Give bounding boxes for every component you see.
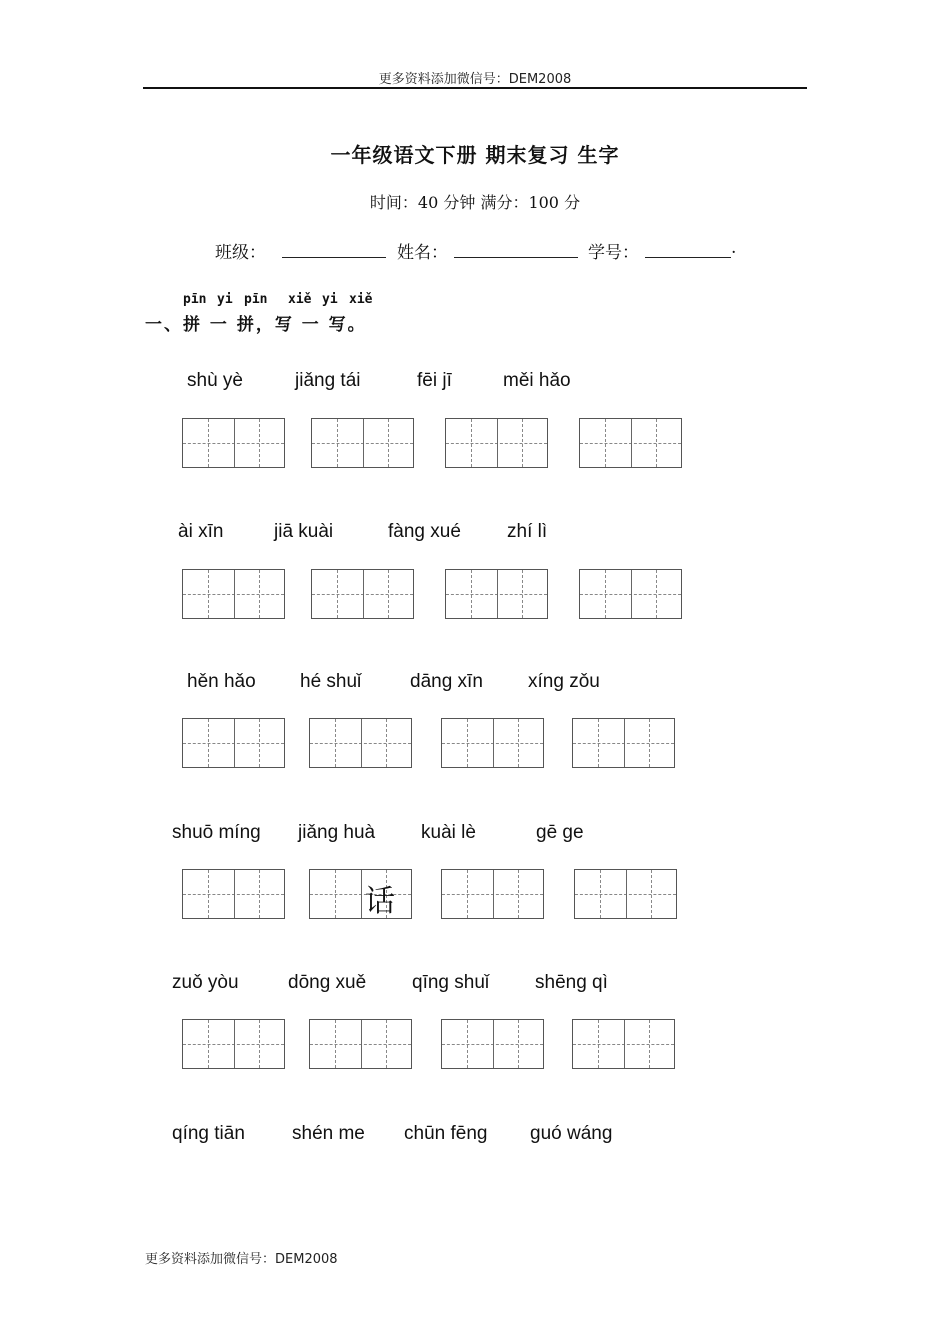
writing-grid-box[interactable] <box>572 718 675 768</box>
grid-line <box>259 870 260 918</box>
pinyin-word: dōng xuě <box>288 972 367 993</box>
grid-line <box>598 1020 599 1068</box>
grid-line <box>631 570 632 618</box>
grid-line <box>651 870 652 918</box>
pinyin-word: zhí lì <box>507 521 548 542</box>
grid-line <box>335 1020 336 1068</box>
section-pinyin: pīn <box>183 292 207 307</box>
writing-grid-box[interactable] <box>579 418 682 468</box>
exam-meta: 时间：40 分钟 满分：100 分 <box>369 193 581 212</box>
grid-line <box>598 719 599 767</box>
page-footer-text: 更多资料添加微信号：DEM2008 <box>145 1252 338 1267</box>
grid-line <box>361 719 362 767</box>
grid-line <box>234 1020 235 1068</box>
grid-line <box>208 1020 209 1068</box>
grid-line <box>467 1020 468 1068</box>
grid-line <box>234 419 235 467</box>
grid-line <box>361 870 362 918</box>
writing-grid-box[interactable] <box>182 718 285 768</box>
grid-line <box>259 570 260 618</box>
writing-grid-box[interactable] <box>182 569 285 619</box>
pinyin-word: kuài lè <box>421 822 476 843</box>
grid-line <box>337 570 338 618</box>
pinyin-word: shén me <box>292 1123 365 1144</box>
grid-line <box>649 719 650 767</box>
writing-grid-box[interactable] <box>572 1019 675 1069</box>
grid-line <box>388 419 389 467</box>
grid-line <box>471 570 472 618</box>
writing-grid-box[interactable] <box>441 869 544 919</box>
writing-grid-box[interactable] <box>311 418 414 468</box>
grid-line <box>497 419 498 467</box>
grid-line <box>234 570 235 618</box>
section-pinyin: xiě <box>349 292 373 307</box>
section-pinyin: yi <box>217 292 233 307</box>
grid-line <box>649 1020 650 1068</box>
pinyin-word: shuō míng <box>172 822 261 843</box>
grid-line <box>363 570 364 618</box>
section-title: 一、拼 一 拼，写 一 写。 <box>145 315 367 335</box>
grid-line <box>471 419 472 467</box>
grid-line <box>518 1020 519 1068</box>
class-label: 班级： <box>215 243 266 263</box>
grid-line <box>626 870 627 918</box>
writing-grid-box[interactable] <box>309 869 412 919</box>
name-label: 姓名： <box>397 243 448 263</box>
writing-grid-box[interactable] <box>182 418 285 468</box>
grid-line <box>522 570 523 618</box>
pinyin-word: qīng shuǐ <box>412 972 490 993</box>
page-title: 一年级语文下册 期末复习 生字 <box>330 143 620 167</box>
header-divider <box>143 87 807 89</box>
pinyin-word: fēi jī <box>417 370 452 391</box>
grid-line <box>624 1020 625 1068</box>
grid-line <box>493 870 494 918</box>
writing-grid-box[interactable] <box>445 569 548 619</box>
grid-line <box>259 419 260 467</box>
section-pinyin: pīn <box>244 292 268 307</box>
written-character: 话 <box>365 884 395 919</box>
pinyin-word: zuǒ yòu <box>172 972 239 993</box>
pinyin-word: dāng xīn <box>410 671 483 692</box>
grid-line <box>335 719 336 767</box>
class-blank[interactable] <box>282 257 386 258</box>
grid-line <box>518 719 519 767</box>
writing-grid-box[interactable] <box>574 869 677 919</box>
pinyin-word: gē ge <box>536 822 584 843</box>
writing-grid-box[interactable] <box>182 1019 285 1069</box>
grid-line <box>259 1020 260 1068</box>
pinyin-word: qíng tiān <box>172 1123 245 1144</box>
grid-line <box>386 1020 387 1068</box>
grid-line <box>467 719 468 767</box>
number-label: 学号： <box>588 243 639 263</box>
section-pinyin: yi <box>322 292 338 307</box>
grid-line <box>388 570 389 618</box>
grid-line <box>335 870 336 918</box>
grid-line <box>518 870 519 918</box>
pinyin-word: ài xīn <box>178 521 224 542</box>
pinyin-word: shù yè <box>187 370 243 391</box>
pinyin-word: chūn fēng <box>404 1123 488 1144</box>
grid-line <box>363 419 364 467</box>
writing-grid-box[interactable] <box>579 569 682 619</box>
grid-line <box>208 719 209 767</box>
writing-grid-box[interactable] <box>441 718 544 768</box>
grid-line <box>386 719 387 767</box>
writing-grid-box[interactable] <box>441 1019 544 1069</box>
grid-line <box>656 419 657 467</box>
pinyin-word: fàng xué <box>388 521 461 542</box>
writing-grid-box[interactable] <box>309 1019 412 1069</box>
grid-line <box>493 1020 494 1068</box>
grid-line <box>624 719 625 767</box>
writing-grid-box[interactable] <box>445 418 548 468</box>
grid-line <box>631 419 632 467</box>
grid-line <box>208 870 209 918</box>
pinyin-word: jiǎng huà <box>298 822 376 843</box>
pinyin-word: hé shuǐ <box>300 671 362 692</box>
writing-grid-box[interactable] <box>311 569 414 619</box>
grid-line <box>656 570 657 618</box>
pinyin-word: guó wáng <box>530 1123 613 1144</box>
pinyin-word: hěn hǎo <box>187 671 256 692</box>
grid-line <box>522 419 523 467</box>
pinyin-word: měi hǎo <box>503 370 571 391</box>
page-header-text: 更多资料添加微信号：DEM2008 <box>378 72 572 87</box>
grid-line <box>234 870 235 918</box>
end-mark: . <box>731 238 737 258</box>
writing-grid-box[interactable] <box>182 869 285 919</box>
grid-line <box>497 570 498 618</box>
grid-line <box>493 719 494 767</box>
writing-grid-box[interactable] <box>309 718 412 768</box>
grid-line <box>605 570 606 618</box>
section-pinyin: xiě <box>288 292 312 307</box>
name-blank[interactable] <box>454 257 578 258</box>
grid-line <box>600 870 601 918</box>
grid-line <box>234 719 235 767</box>
grid-line <box>605 419 606 467</box>
pinyin-word: shēng qì <box>535 972 608 993</box>
grid-line <box>467 870 468 918</box>
number-blank[interactable] <box>645 257 731 258</box>
pinyin-word: jiǎng tái <box>295 370 361 391</box>
grid-line <box>337 419 338 467</box>
grid-line <box>259 719 260 767</box>
grid-line <box>208 570 209 618</box>
grid-line <box>208 419 209 467</box>
pinyin-word: jiā kuài <box>274 521 334 542</box>
pinyin-word: xíng zǒu <box>528 671 600 692</box>
grid-line <box>361 1020 362 1068</box>
